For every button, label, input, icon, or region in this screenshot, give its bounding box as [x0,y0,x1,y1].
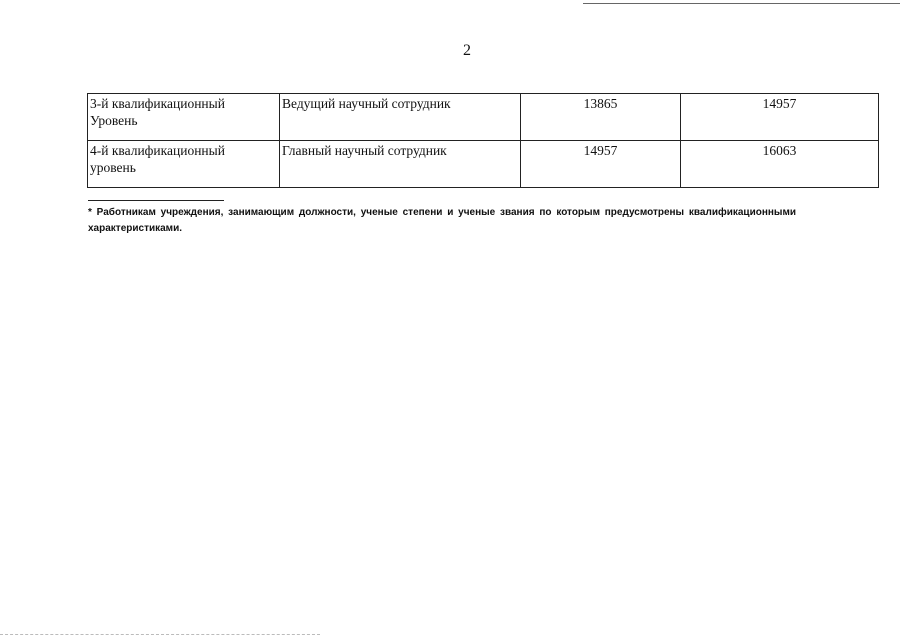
footnote-separator [88,200,224,201]
page-number: 2 [463,42,471,59]
qualification-level: 3-й квалификационный [90,96,225,111]
salary-value: 14957 [681,94,879,141]
position-title: Ведущий научный сотрудник [280,94,521,141]
table-row [88,94,879,141]
scan-artifact-line [0,634,320,635]
salary-grade-table [87,93,879,188]
qualification-level-cell [88,94,280,141]
qualification-level: 4-й квалификационный [90,143,225,158]
table-row [88,141,879,188]
salary-value: 14957 [521,141,681,188]
top-rule [583,3,900,4]
position-title: Главный научный сотрудник [280,141,521,188]
footnote-text: * Работникам учреждения, занимающим должности, ученые степени и ученые звания по которым предусмотрены квалификационными характеристиками. [88,207,796,234]
qualification-level-cont: уровень [90,160,136,175]
qualification-level-cont: Уровень [90,113,138,128]
salary-value: 16063 [681,141,879,188]
qualification-level-cell [88,141,280,188]
salary-value: 13865 [521,94,681,141]
